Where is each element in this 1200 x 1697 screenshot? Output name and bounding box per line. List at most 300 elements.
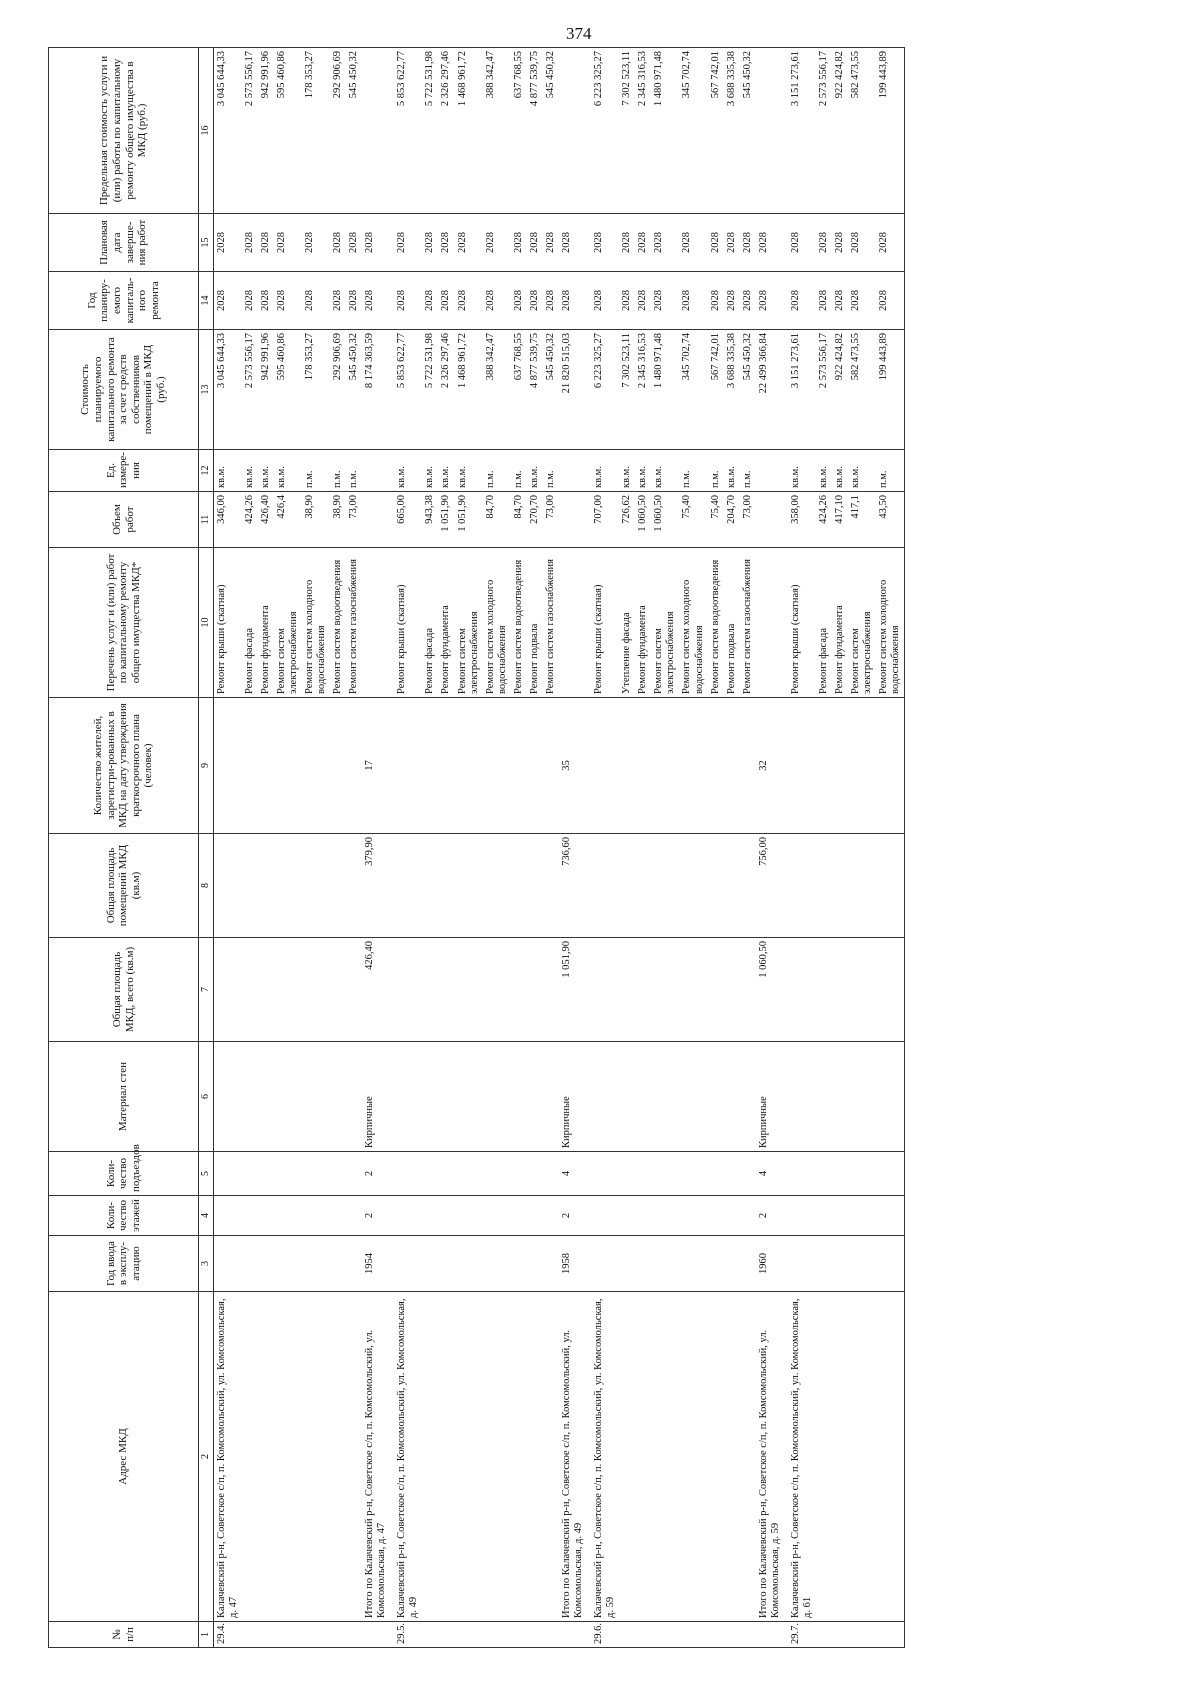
work-end-date: 2028: [848, 214, 876, 272]
work-limit-cost: 2 573 556,17: [816, 48, 832, 214]
total-year: 2028: [756, 272, 788, 330]
empty-cell: [816, 834, 832, 938]
empty-cell: [346, 834, 362, 938]
empty-cell: [651, 1196, 679, 1236]
work-end-date: 2028: [274, 214, 302, 272]
column-number: 3: [199, 1236, 214, 1292]
empty-cell: [559, 450, 591, 492]
table-row: [724, 48, 740, 1648]
empty-cell: [483, 698, 511, 834]
row-number: [635, 1622, 651, 1648]
work-unit: кв.м.: [455, 450, 483, 492]
work-volume: 426,40: [258, 492, 274, 548]
work-limit-cost: 4 877 539,75: [527, 48, 543, 214]
total-area: 1 060,50: [756, 938, 788, 1042]
column-header: Общая площадь помещений МКД (кв.м): [49, 834, 199, 938]
empty-cell: [527, 834, 543, 938]
house-address: [679, 1292, 707, 1622]
work-limit-cost: 388 342,47: [483, 48, 511, 214]
empty-cell: [527, 938, 543, 1042]
total-label: Итого по Калачевский р-н, Советское с/п, п. Комсомольский, ул. Комсомольская, д. 47: [362, 1292, 394, 1622]
empty-cell: [302, 1236, 330, 1292]
column-number: 6: [199, 1042, 214, 1152]
empty-cell: [635, 938, 651, 1042]
work-limit-cost: 3 151 273,61: [788, 48, 816, 214]
work-unit: п.м.: [876, 450, 905, 492]
empty-cell: [274, 1152, 302, 1196]
work-volume: 73,00: [740, 492, 756, 548]
empty-cell: [591, 1236, 619, 1292]
column-number: 16: [199, 48, 214, 214]
empty-cell: [213, 834, 242, 938]
empty-cell: [848, 938, 876, 1042]
empty-cell: [274, 1196, 302, 1236]
work-volume: 1 051,90: [455, 492, 483, 548]
work-year: 2028: [455, 272, 483, 330]
work-cost: 3 045 644,33: [213, 330, 242, 450]
work-unit: п.м.: [708, 450, 724, 492]
work-unit: кв.м.: [591, 450, 619, 492]
empty-cell: [543, 1042, 559, 1152]
work-name: Ремонт подвала: [527, 548, 543, 698]
empty-cell: [258, 1152, 274, 1196]
empty-cell: [511, 1196, 527, 1236]
work-cost: 6 223 325,27: [591, 330, 619, 450]
row-number: [258, 1622, 274, 1648]
table-row: [213, 48, 242, 1648]
house-address: [511, 1292, 527, 1622]
work-name: Ремонт фасада: [816, 548, 832, 698]
empty-cell: [258, 698, 274, 834]
work-volume: 73,00: [346, 492, 362, 548]
empty-cell: [455, 834, 483, 938]
work-volume: 84,70: [483, 492, 511, 548]
work-name: Ремонт фасада: [242, 548, 258, 698]
house-address: [483, 1292, 511, 1622]
work-limit-cost: 178 353,27: [302, 48, 330, 214]
empty-cell: [511, 938, 527, 1042]
work-name: Ремонт систем газоснабжения: [346, 548, 362, 698]
empty-cell: [422, 1042, 438, 1152]
empty-cell: [816, 698, 832, 834]
column-number: 10: [199, 548, 214, 698]
table-row: [422, 48, 438, 1648]
empty-cell: [242, 698, 258, 834]
empty-cell: [816, 938, 832, 1042]
table-row: [788, 48, 816, 1648]
work-cost: 595 460,86: [274, 330, 302, 450]
house-address: Калачевский р-н, Советское с/п, п. Комсомольский, ул. Комсомольская, д. 61: [788, 1292, 816, 1622]
empty-cell: [619, 1236, 635, 1292]
empty-cell: [362, 450, 394, 492]
work-end-date: 2028: [258, 214, 274, 272]
work-end-date: 2028: [527, 214, 543, 272]
total-entrances: 4: [559, 1152, 591, 1196]
total-label: Итого по Калачевский р-н, Советское с/п, п. Комсомольский, ул. Комсомольская, д. 49: [559, 1292, 591, 1622]
work-cost: 2 573 556,17: [816, 330, 832, 450]
work-year: 2028: [274, 272, 302, 330]
work-unit: кв.м.: [274, 450, 302, 492]
work-end-date: 2028: [394, 214, 422, 272]
empty-cell: [242, 938, 258, 1042]
empty-cell: [258, 1196, 274, 1236]
total-area: 1 051,90: [559, 938, 591, 1042]
row-number: [832, 1622, 848, 1648]
table-row: [708, 48, 724, 1648]
table-row: [848, 48, 876, 1648]
work-name: Ремонт систем водоотведения: [511, 548, 527, 698]
table-row: [635, 48, 651, 1648]
work-cost: 545 450,32: [346, 330, 362, 450]
empty-cell: [619, 698, 635, 834]
empty-cell: [543, 1196, 559, 1236]
house-address: [346, 1292, 362, 1622]
work-year: 2028: [619, 272, 635, 330]
column-number: 13: [199, 330, 214, 450]
house-address: [438, 1292, 454, 1622]
empty-cell: [302, 1042, 330, 1152]
header-row: [49, 48, 199, 1648]
work-unit: кв.м.: [438, 450, 454, 492]
work-limit-cost: 545 450,32: [346, 48, 362, 214]
empty-cell: [635, 1042, 651, 1152]
empty-cell: [832, 834, 848, 938]
empty-cell: [651, 938, 679, 1042]
work-cost: 5 722 531,98: [422, 330, 438, 450]
work-volume: 417,1: [848, 492, 876, 548]
empty-cell: [848, 1196, 876, 1236]
empty-cell: [724, 1042, 740, 1152]
empty-cell: [511, 698, 527, 834]
work-name: Ремонт крыши (скатная): [394, 548, 422, 698]
work-name: Ремонт систем холодного водоснабжения: [876, 548, 905, 698]
house-address: [302, 1292, 330, 1622]
empty-cell: [708, 834, 724, 938]
row-number: [848, 1622, 876, 1648]
empty-cell: [543, 698, 559, 834]
empty-cell: [330, 1152, 346, 1196]
work-name: Ремонт фундамента: [438, 548, 454, 698]
work-unit: п.м.: [511, 450, 527, 492]
table-row: [346, 48, 362, 1648]
row-number: [242, 1622, 258, 1648]
empty-cell: [740, 1236, 756, 1292]
work-cost: 292 906,69: [330, 330, 346, 450]
work-volume: 73,00: [543, 492, 559, 548]
work-end-date: 2028: [591, 214, 619, 272]
empty-cell: [724, 938, 740, 1042]
empty-cell: [876, 1236, 905, 1292]
work-end-date: 2028: [511, 214, 527, 272]
capital-repair-table: [48, 47, 905, 1648]
empty-cell: [258, 1236, 274, 1292]
empty-cell: [619, 834, 635, 938]
total-year: 2028: [559, 272, 591, 330]
work-year: 2028: [527, 272, 543, 330]
empty-cell: [848, 834, 876, 938]
work-name: Ремонт фундамента: [258, 548, 274, 698]
work-year: 2028: [346, 272, 362, 330]
empty-cell: [422, 698, 438, 834]
table-row: [543, 48, 559, 1648]
empty-cell: [362, 1622, 394, 1648]
work-cost: 922 424,82: [832, 330, 848, 450]
empty-cell: [346, 698, 362, 834]
total-end-date: 2028: [756, 214, 788, 272]
empty-cell: [274, 698, 302, 834]
empty-cell: [788, 834, 816, 938]
empty-cell: [242, 1196, 258, 1236]
total-entrances: 4: [756, 1152, 788, 1196]
total-floors: 2: [559, 1196, 591, 1236]
total-wall-material: Кирпичные: [756, 1042, 788, 1152]
total-premises-area: 756,00: [756, 834, 788, 938]
empty-cell: [651, 1236, 679, 1292]
column-header: Общая площадь МКД, всего (кв.м): [49, 938, 199, 1042]
work-end-date: 2028: [213, 214, 242, 272]
empty-cell: [788, 1196, 816, 1236]
work-unit: кв.м.: [788, 450, 816, 492]
house-address: [635, 1292, 651, 1622]
empty-cell: [619, 1152, 635, 1196]
empty-cell: [740, 834, 756, 938]
column-number: 8: [199, 834, 214, 938]
column-header: Перечень услуг и (или) работ по капитальному ремонту общего имущества МКД*: [49, 548, 199, 698]
empty-cell: [455, 1196, 483, 1236]
house-address: [832, 1292, 848, 1622]
work-year: 2028: [422, 272, 438, 330]
empty-cell: [651, 1042, 679, 1152]
total-cost: 22 499 366,84: [756, 330, 788, 450]
total-row: [559, 48, 591, 1648]
empty-cell: [483, 1152, 511, 1196]
work-limit-cost: 7 302 523,11: [619, 48, 635, 214]
work-unit: кв.м.: [635, 450, 651, 492]
empty-cell: [832, 1196, 848, 1236]
table-row: [816, 48, 832, 1648]
work-name: Ремонт систем холодного водоснабжения: [302, 548, 330, 698]
work-year: 2028: [242, 272, 258, 330]
work-limit-cost: 922 424,82: [832, 48, 848, 214]
work-volume: 358,00: [788, 492, 816, 548]
empty-cell: [724, 1236, 740, 1292]
work-year: 2028: [330, 272, 346, 330]
total-label: Итого по Калачевский р-н, Советское с/п, п. Комсомольский, ул. Комсомольская, д. 59: [756, 1292, 788, 1622]
column-header: Коли-чество этажей: [49, 1196, 199, 1236]
empty-cell: [362, 48, 394, 214]
work-year: 2028: [788, 272, 816, 330]
work-end-date: 2028: [724, 214, 740, 272]
work-name: Ремонт фасада: [422, 548, 438, 698]
column-number: 11: [199, 492, 214, 548]
empty-cell: [876, 834, 905, 938]
empty-cell: [274, 938, 302, 1042]
total-wall-material: Кирпичные: [362, 1042, 394, 1152]
work-unit: кв.м.: [527, 450, 543, 492]
empty-cell: [394, 1042, 422, 1152]
total-cost: 8 174 363,59: [362, 330, 394, 450]
work-unit: п.м.: [543, 450, 559, 492]
row-number: 29.6.: [591, 1622, 619, 1648]
column-header: Количество жителей, зарегистри-рованных в МКД на дату утверждения краткосрочного плана (человек): [49, 698, 199, 834]
work-name: Ремонт систем водоотведения: [330, 548, 346, 698]
empty-cell: [559, 548, 591, 698]
empty-cell: [213, 1236, 242, 1292]
empty-cell: [483, 1196, 511, 1236]
rotated-table-area: [48, 48, 1194, 1648]
work-year: 2028: [258, 272, 274, 330]
empty-cell: [635, 834, 651, 938]
empty-cell: [619, 1042, 635, 1152]
house-address: [242, 1292, 258, 1622]
row-number: [483, 1622, 511, 1648]
column-number: 15: [199, 214, 214, 272]
empty-cell: [651, 1152, 679, 1196]
empty-cell: [511, 1236, 527, 1292]
work-name: Ремонт систем холодного водоснабжения: [483, 548, 511, 698]
column-number: 7: [199, 938, 214, 1042]
house-address: [258, 1292, 274, 1622]
work-end-date: 2028: [651, 214, 679, 272]
work-limit-cost: 5 853 622,77: [394, 48, 422, 214]
empty-cell: [635, 698, 651, 834]
empty-cell: [724, 834, 740, 938]
work-year: 2028: [483, 272, 511, 330]
empty-cell: [635, 1196, 651, 1236]
empty-cell: [591, 698, 619, 834]
work-name: Ремонт крыши (скатная): [213, 548, 242, 698]
row-number: [455, 1622, 483, 1648]
work-cost: 2 573 556,17: [242, 330, 258, 450]
empty-cell: [756, 48, 788, 214]
table-row: [242, 48, 258, 1648]
work-cost: 2 345 316,53: [635, 330, 651, 450]
empty-cell: [591, 1196, 619, 1236]
work-limit-cost: 2 573 556,17: [242, 48, 258, 214]
work-limit-cost: 595 460,86: [274, 48, 302, 214]
empty-cell: [559, 48, 591, 214]
empty-cell: [708, 1196, 724, 1236]
empty-cell: [455, 938, 483, 1042]
row-number: [724, 1622, 740, 1648]
house-address: [651, 1292, 679, 1622]
house-address: [876, 1292, 905, 1622]
work-unit: кв.м.: [619, 450, 635, 492]
work-volume: 1 060,50: [651, 492, 679, 548]
empty-cell: [346, 1152, 362, 1196]
empty-cell: [876, 1152, 905, 1196]
work-volume: 707,00: [591, 492, 619, 548]
empty-cell: [708, 938, 724, 1042]
empty-cell: [438, 938, 454, 1042]
row-number: [346, 1622, 362, 1648]
house-address: [422, 1292, 438, 1622]
work-volume: 1 051,90: [438, 492, 454, 548]
empty-cell: [455, 1152, 483, 1196]
empty-cell: [213, 938, 242, 1042]
work-year: 2028: [213, 272, 242, 330]
house-address: [724, 1292, 740, 1622]
row-number: [422, 1622, 438, 1648]
work-year: 2028: [635, 272, 651, 330]
work-year: 2028: [302, 272, 330, 330]
work-limit-cost: 942 991,96: [258, 48, 274, 214]
empty-cell: [394, 1152, 422, 1196]
empty-cell: [438, 1236, 454, 1292]
work-limit-cost: 292 906,69: [330, 48, 346, 214]
empty-cell: [394, 834, 422, 938]
work-end-date: 2028: [483, 214, 511, 272]
empty-cell: [679, 1236, 707, 1292]
empty-cell: [724, 1196, 740, 1236]
work-limit-cost: 2 326 297,46: [438, 48, 454, 214]
work-volume: 204,70: [724, 492, 740, 548]
work-year: 2028: [438, 272, 454, 330]
empty-cell: [302, 834, 330, 938]
work-cost: 567 742,01: [708, 330, 724, 450]
row-number: [330, 1622, 346, 1648]
empty-cell: [848, 698, 876, 834]
column-number: 2: [199, 1292, 214, 1622]
empty-cell: [543, 834, 559, 938]
empty-cell: [394, 938, 422, 1042]
column-header: Ед. измере-ния: [49, 450, 199, 492]
column-header: Коли-чество подъездов: [49, 1152, 199, 1196]
empty-cell: [527, 698, 543, 834]
work-name: Ремонт систем электроснабжения: [848, 548, 876, 698]
row-number: [740, 1622, 756, 1648]
work-cost: 3 688 335,38: [724, 330, 740, 450]
column-number: 12: [199, 450, 214, 492]
empty-cell: [619, 938, 635, 1042]
work-name: Ремонт систем газоснабжения: [543, 548, 559, 698]
work-unit: кв.м.: [242, 450, 258, 492]
total-premises-area: 736,60: [559, 834, 591, 938]
work-volume: 270,70: [527, 492, 543, 548]
empty-cell: [527, 1196, 543, 1236]
work-volume: 417,10: [832, 492, 848, 548]
total-year-built: 1954: [362, 1236, 394, 1292]
empty-cell: [438, 1152, 454, 1196]
table-row: [511, 48, 527, 1648]
empty-cell: [394, 698, 422, 834]
empty-cell: [455, 1236, 483, 1292]
row-number: [619, 1622, 635, 1648]
work-end-date: 2028: [330, 214, 346, 272]
empty-cell: [527, 1236, 543, 1292]
work-end-date: 2028: [242, 214, 258, 272]
empty-cell: [591, 1042, 619, 1152]
empty-cell: [740, 1042, 756, 1152]
empty-cell: [302, 1196, 330, 1236]
empty-cell: [543, 1152, 559, 1196]
work-limit-cost: 545 450,32: [543, 48, 559, 214]
total-end-date: 2028: [559, 214, 591, 272]
page-number: 374: [566, 24, 592, 43]
work-limit-cost: 545 450,32: [740, 48, 756, 214]
column-header: Материал стен: [49, 1042, 199, 1152]
empty-cell: [422, 938, 438, 1042]
total-year-built: 1960: [756, 1236, 788, 1292]
work-limit-cost: 567 742,01: [708, 48, 724, 214]
work-name: Утепление фасада: [619, 548, 635, 698]
work-cost: 582 473,55: [848, 330, 876, 450]
row-number: [708, 1622, 724, 1648]
empty-cell: [543, 938, 559, 1042]
work-limit-cost: 637 768,55: [511, 48, 527, 214]
work-limit-cost: 5 722 531,98: [422, 48, 438, 214]
house-address: [455, 1292, 483, 1622]
